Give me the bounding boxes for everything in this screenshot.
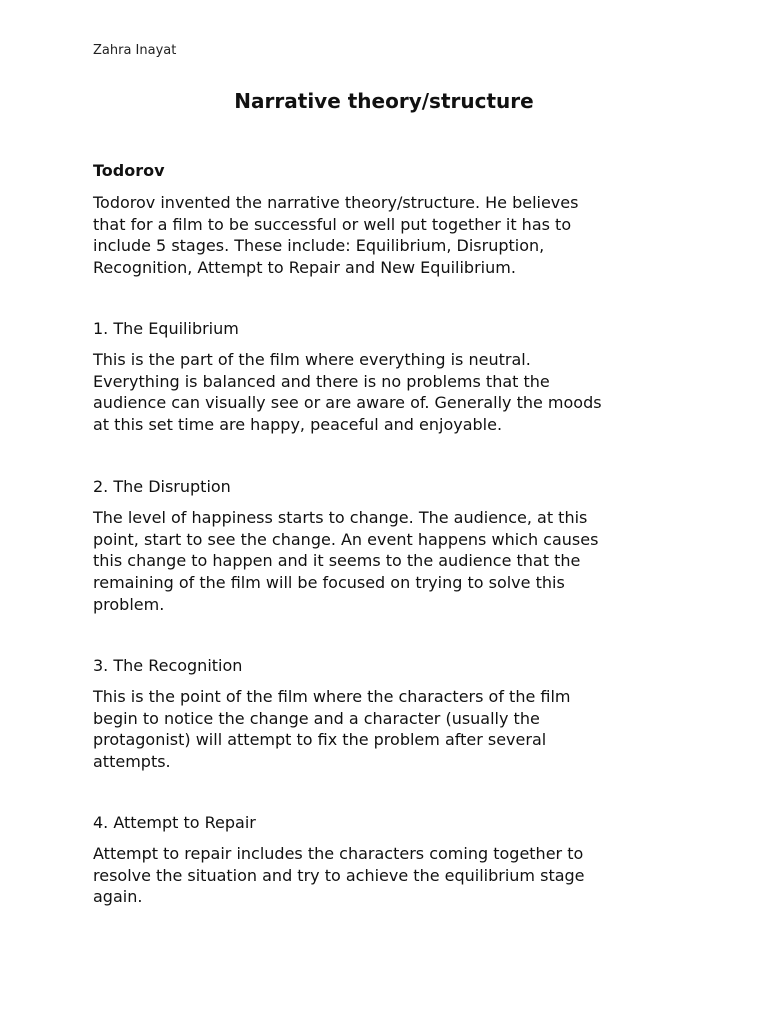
paragraph-line: at this set time are happy, peaceful and enjoyable. (93, 415, 503, 435)
paragraph-line: Everything is balanced and there is no problems that the (93, 371, 550, 391)
paragraph-disruption (93, 507, 683, 616)
paragraph-line: this change to happen and it seems to the audience that the (93, 551, 581, 571)
paragraph-line: resolve the situation and try to achieve the equilibrium stage (93, 865, 585, 885)
paragraph-todorov (93, 192, 683, 279)
section-heading-todorov: Todorov (93, 161, 165, 180)
paragraph-line: again. (93, 887, 143, 907)
paragraph-line: This is the point of the film where the characters of the film (93, 687, 571, 706)
paragraph-line: Recognition, Attempt to Repair and New Equilibrium. (93, 258, 516, 278)
section-heading-recognition: 3. The Recognition (93, 656, 243, 675)
paragraph-line: attempts. (93, 752, 171, 772)
paragraph-line: include 5 stages. These include: Equilibrium, Disruption, (93, 236, 545, 256)
section-heading-disruption: 2. The Disruption (93, 477, 231, 496)
paragraph-line: point, start to see the change. An event happens which causes (93, 529, 599, 549)
paragraph-line: remaining of the film will be focused on trying to solve this (93, 573, 565, 593)
paragraph-line: Attempt to repair includes the characters coming together to (93, 844, 584, 863)
author-name: Zahra Inayat (93, 43, 177, 58)
section-heading-equilibrium: 1. The Equilibrium (93, 319, 239, 338)
paragraph-equilibrium (93, 349, 683, 436)
paragraph-line: This is the part of the film where everything is neutral. (93, 350, 531, 369)
paragraph-line: audience can visually see or are aware of. Generally the moods (93, 393, 602, 413)
paragraph-line: begin to notice the change and a character (usually the (93, 708, 540, 728)
section-heading-attempt-to-repair: 4. Attempt to Repair (93, 813, 256, 832)
paragraph-attempt-to-repair (93, 843, 683, 908)
paragraph-recognition (93, 686, 683, 773)
paragraph-line: that for a film to be successful or well put together it has to (93, 214, 572, 234)
paragraph-line: problem. (93, 594, 165, 614)
paragraph-line: The level of happiness starts to change. The audience, at this (93, 508, 588, 527)
paragraph-line: Todorov invented the narrative theory/structure. He believes (93, 193, 579, 212)
page-title: Narrative theory/structure (234, 89, 534, 113)
paragraph-line: protagonist) will attempt to fix the problem after several (93, 730, 547, 750)
